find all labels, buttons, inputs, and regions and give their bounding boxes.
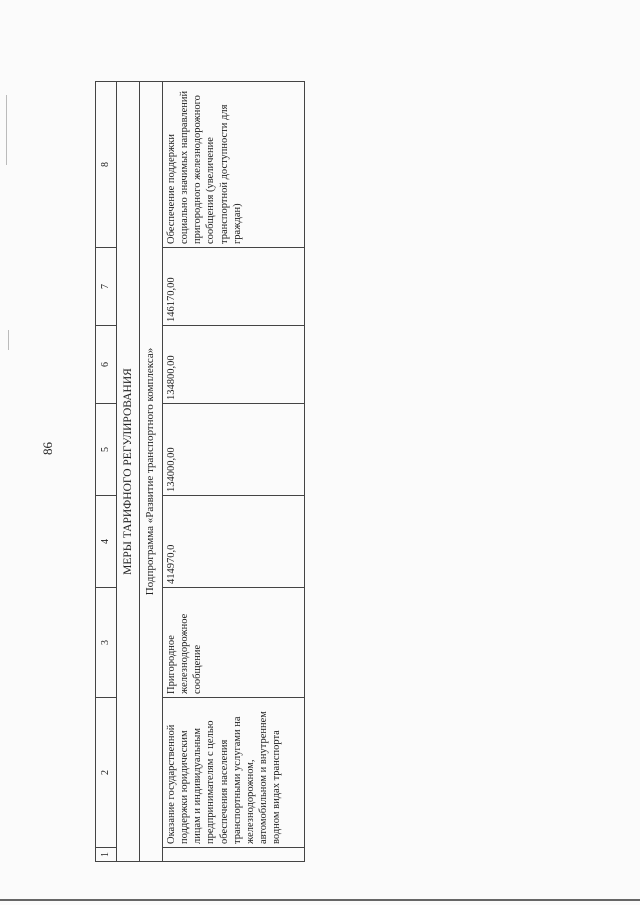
column-header: 6 bbox=[96, 326, 117, 404]
cell-value-col7: 146170,00 bbox=[163, 248, 305, 326]
scan-artifact-mark bbox=[8, 330, 9, 350]
rotated-table-container bbox=[95, 82, 305, 862]
column-header: 4 bbox=[96, 496, 117, 588]
subprogram-row bbox=[140, 82, 163, 862]
column-header: 5 bbox=[96, 404, 117, 496]
column-header: 1 bbox=[96, 848, 117, 862]
column-number-row bbox=[96, 82, 117, 862]
table-row bbox=[163, 82, 305, 862]
scan-artifact-mark bbox=[6, 95, 7, 165]
cell-value-col4: 414970,0 bbox=[163, 496, 305, 588]
subprogram-title: Подпрограмма «Развитие транспортного комплекса» bbox=[140, 82, 163, 862]
column-header: 2 bbox=[96, 698, 117, 848]
section-title: МЕРЫ ТАРИФНОГО РЕГУЛИРОВАНИЯ bbox=[117, 82, 140, 862]
cell-measure-description: Оказание государственной поддержки юридическим лицам и индивидуальным предпринимателям с целью обеспечения населения транспортными услугами на железнодорожном, автомобильном и внутреннем водном видах транспорта bbox=[163, 698, 305, 848]
cell-goal-description: Обеспечение поддержки социально значимых направлений пригородного железнодорожного сообщения (увеличение транспортной доступности для граждан) bbox=[163, 82, 305, 248]
cell-value-col5: 134000,00 bbox=[163, 404, 305, 496]
column-header: 3 bbox=[96, 588, 117, 698]
cell-value-col6: 134800,00 bbox=[163, 326, 305, 404]
page-number: 86 bbox=[40, 442, 55, 455]
scan-bottom-edge bbox=[0, 899, 640, 901]
section-title-row bbox=[117, 82, 140, 862]
column-header: 8 bbox=[96, 82, 117, 248]
column-header: 7 bbox=[96, 248, 117, 326]
tariff-regulation-table bbox=[95, 81, 305, 862]
cell-col1 bbox=[163, 848, 305, 862]
cell-transport-type: Пригородное железнодорожное сообщение bbox=[163, 588, 305, 698]
